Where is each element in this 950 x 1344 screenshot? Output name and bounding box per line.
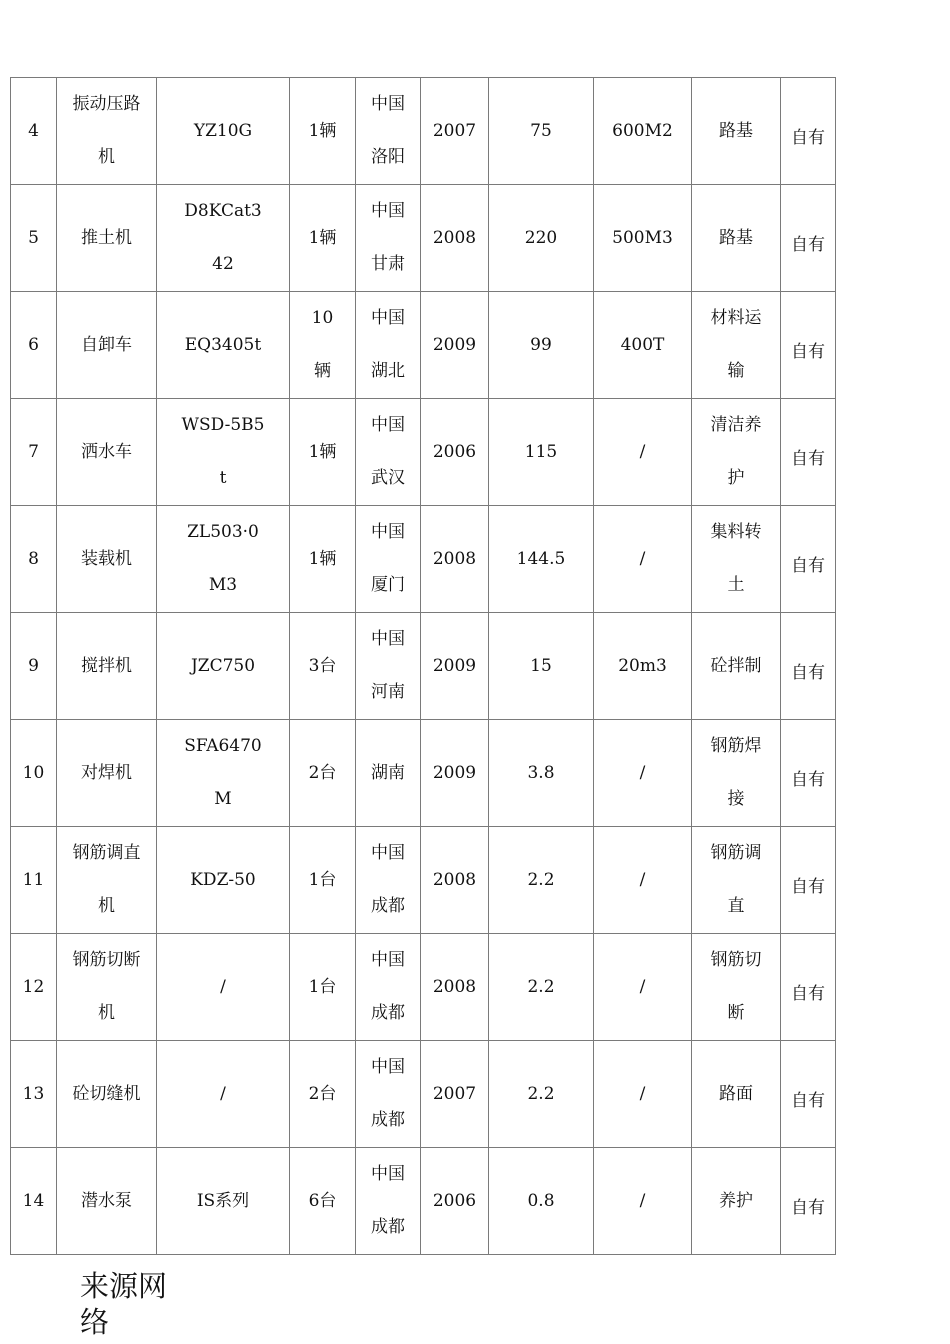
cell-power: 2.2 <box>489 934 594 1041</box>
cell-name: 搅拌机 <box>57 613 157 720</box>
cell-model: / <box>157 1041 290 1148</box>
cell-usage: 钢筋调直 <box>692 827 781 934</box>
cell-usage: 路基 <box>692 185 781 292</box>
cell-ownership: 自有 <box>781 1148 836 1255</box>
cell-number: 14 <box>11 1148 57 1255</box>
cell-usage: 养护 <box>692 1148 781 1255</box>
cell-name: 钢筋切断机 <box>57 934 157 1041</box>
cell-origin: 中国甘肃 <box>356 185 421 292</box>
cell-capacity: / <box>594 720 692 827</box>
cell-name: 推土机 <box>57 185 157 292</box>
cell-origin: 中国河南 <box>356 613 421 720</box>
cell-usage: 钢筋焊接 <box>692 720 781 827</box>
cell-model: KDZ-50 <box>157 827 290 934</box>
cell-year: 2008 <box>421 185 489 292</box>
cell-ownership: 自有 <box>781 399 836 506</box>
cell-name: 洒水车 <box>57 399 157 506</box>
table-row <box>11 78 836 185</box>
cell-capacity: / <box>594 506 692 613</box>
cell-power: 3.8 <box>489 720 594 827</box>
cell-quantity: 1辆 <box>290 78 356 185</box>
cell-year: 2008 <box>421 827 489 934</box>
cell-number: 12 <box>11 934 57 1041</box>
cell-quantity: 1辆 <box>290 399 356 506</box>
table-row <box>11 292 836 399</box>
cell-usage: 材料运输 <box>692 292 781 399</box>
cell-number: 13 <box>11 1041 57 1148</box>
cell-name: 潜水泵 <box>57 1148 157 1255</box>
cell-capacity: 20m3 <box>594 613 692 720</box>
cell-quantity: 3台 <box>290 613 356 720</box>
cell-model: IS系列 <box>157 1148 290 1255</box>
cell-power: 0.8 <box>489 1148 594 1255</box>
cell-quantity: 1台 <box>290 934 356 1041</box>
cell-ownership: 自有 <box>781 827 836 934</box>
cell-year: 2008 <box>421 506 489 613</box>
cell-capacity: / <box>594 1148 692 1255</box>
cell-ownership: 自有 <box>781 78 836 185</box>
cell-number: 7 <box>11 399 57 506</box>
cell-power: 144.5 <box>489 506 594 613</box>
cell-origin: 中国成都 <box>356 1148 421 1255</box>
cell-usage: 清洁养护 <box>692 399 781 506</box>
cell-name: 自卸车 <box>57 292 157 399</box>
cell-year: 2009 <box>421 292 489 399</box>
cell-origin: 中国成都 <box>356 934 421 1041</box>
cell-name: 装载机 <box>57 506 157 613</box>
cell-number: 5 <box>11 185 57 292</box>
cell-model: / <box>157 934 290 1041</box>
cell-year: 2007 <box>421 1041 489 1148</box>
cell-number: 4 <box>11 78 57 185</box>
cell-capacity: / <box>594 1041 692 1148</box>
cell-year: 2006 <box>421 1148 489 1255</box>
cell-power: 2.2 <box>489 827 594 934</box>
cell-model: JZC750 <box>157 613 290 720</box>
cell-year: 2009 <box>421 720 489 827</box>
cell-name: 砼切缝机 <box>57 1041 157 1148</box>
equipment-table <box>10 77 836 1255</box>
cell-power: 220 <box>489 185 594 292</box>
cell-ownership: 自有 <box>781 934 836 1041</box>
cell-model: YZ10G <box>157 78 290 185</box>
cell-origin: 中国湖北 <box>356 292 421 399</box>
cell-name: 对焊机 <box>57 720 157 827</box>
cell-number: 11 <box>11 827 57 934</box>
cell-ownership: 自有 <box>781 613 836 720</box>
cell-power: 75 <box>489 78 594 185</box>
cell-model: EQ3405t <box>157 292 290 399</box>
cell-quantity: 1台 <box>290 827 356 934</box>
table-row <box>11 1041 836 1148</box>
footer-source-text: 来源网络 <box>80 1269 168 1339</box>
cell-number: 9 <box>11 613 57 720</box>
cell-capacity: 400T <box>594 292 692 399</box>
cell-model: SFA6470M <box>157 720 290 827</box>
cell-capacity: / <box>594 934 692 1041</box>
cell-usage: 路面 <box>692 1041 781 1148</box>
cell-power: 115 <box>489 399 594 506</box>
cell-origin: 湖南 <box>356 720 421 827</box>
cell-origin: 中国成都 <box>356 827 421 934</box>
cell-usage: 集料转土 <box>692 506 781 613</box>
cell-ownership: 自有 <box>781 720 836 827</box>
cell-usage: 路基 <box>692 78 781 185</box>
cell-origin: 中国厦门 <box>356 506 421 613</box>
cell-usage: 砼拌制 <box>692 613 781 720</box>
cell-capacity: 500M3 <box>594 185 692 292</box>
cell-quantity: 1辆 <box>290 506 356 613</box>
cell-power: 99 <box>489 292 594 399</box>
table-row <box>11 827 836 934</box>
cell-ownership: 自有 <box>781 506 836 613</box>
cell-name: 钢筋调直机 <box>57 827 157 934</box>
cell-power: 2.2 <box>489 1041 594 1148</box>
cell-ownership: 自有 <box>781 1041 836 1148</box>
table-row <box>11 185 836 292</box>
cell-name: 振动压路机 <box>57 78 157 185</box>
table-row <box>11 934 836 1041</box>
table-row <box>11 613 836 720</box>
cell-quantity: 10辆 <box>290 292 356 399</box>
cell-model: D8KCat342 <box>157 185 290 292</box>
cell-number: 6 <box>11 292 57 399</box>
cell-capacity: / <box>594 827 692 934</box>
cell-ownership: 自有 <box>781 185 836 292</box>
equipment-rows <box>11 78 836 1255</box>
table-row <box>11 1148 836 1255</box>
cell-number: 10 <box>11 720 57 827</box>
cell-year: 2007 <box>421 78 489 185</box>
table-row <box>11 506 836 613</box>
cell-capacity: / <box>594 399 692 506</box>
cell-quantity: 2台 <box>290 720 356 827</box>
cell-quantity: 6台 <box>290 1148 356 1255</box>
cell-origin: 中国成都 <box>356 1041 421 1148</box>
cell-usage: 钢筋切断 <box>692 934 781 1041</box>
cell-power: 15 <box>489 613 594 720</box>
cell-model: ZL503·0M3 <box>157 506 290 613</box>
table-row <box>11 399 836 506</box>
cell-model: WSD-5B5t <box>157 399 290 506</box>
cell-year: 2009 <box>421 613 489 720</box>
cell-origin: 中国洛阳 <box>356 78 421 185</box>
cell-year: 2006 <box>421 399 489 506</box>
cell-ownership: 自有 <box>781 292 836 399</box>
cell-quantity: 1辆 <box>290 185 356 292</box>
cell-quantity: 2台 <box>290 1041 356 1148</box>
cell-year: 2008 <box>421 934 489 1041</box>
cell-origin: 中国武汉 <box>356 399 421 506</box>
table-row <box>11 720 836 827</box>
cell-capacity: 600M2 <box>594 78 692 185</box>
cell-number: 8 <box>11 506 57 613</box>
